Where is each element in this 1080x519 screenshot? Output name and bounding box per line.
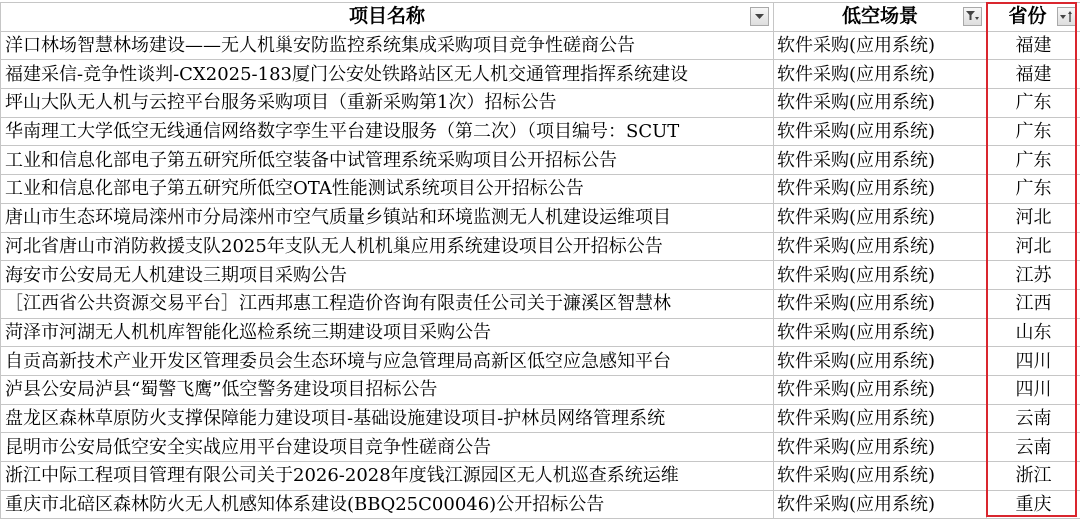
cell-project-name[interactable]: 唐山市生态环境局滦州市分局滦州市空气质量乡镇站和环境监测无人机建设运维项目	[1, 203, 774, 232]
cell-scene[interactable]: 软件采购(应用系统)	[774, 60, 987, 89]
cell-project-name[interactable]: 华南理工大学低空无线通信网络数字孪生平台建设服务（第二次）（项目编号：SCUT	[1, 117, 774, 146]
table-row	[1, 117, 1080, 146]
cell-project-name[interactable]: 海安市公安局无人机建设三期项目采购公告	[1, 261, 774, 290]
cell-scene[interactable]: 软件采购(应用系统)	[774, 404, 987, 433]
cell-project-name[interactable]: ［江西省公共资源交易平台］江西邦惠工程造价咨询有限责任公司关于濂溪区智慧林	[1, 289, 774, 318]
cell-province[interactable]: 福建	[987, 31, 1080, 60]
cell-project-name[interactable]: 福建采信-竞争性谈判-CX2025-183厦门公安处铁路站区无人机交通管理指挥系统建设	[1, 60, 774, 89]
cell-project-name[interactable]: 泸县公安局泸县“蜀警飞鹰”低空警务建设项目招标公告	[1, 375, 774, 404]
cell-province[interactable]: 江西	[987, 289, 1080, 318]
cell-province[interactable]: 河北	[987, 203, 1080, 232]
dropdown-arrow-icon	[755, 14, 764, 20]
cell-project-name[interactable]: 自贡高新技术产业开发区管理委员会生态环境与应急管理局高新区低空应急感知平台	[1, 347, 774, 376]
table-row	[1, 175, 1080, 204]
table-row	[1, 462, 1080, 491]
filter-active-button-scene[interactable]	[963, 7, 982, 26]
cell-scene[interactable]: 软件采购(应用系统)	[774, 175, 987, 204]
table-row	[1, 31, 1080, 60]
table-row	[1, 289, 1080, 318]
cell-province[interactable]: 广东	[987, 175, 1080, 204]
header-row	[1, 3, 1080, 32]
cell-scene[interactable]: 软件采购(应用系统)	[774, 146, 987, 175]
sort-ascending-icon	[1060, 11, 1073, 23]
filter-funnel-icon	[966, 11, 979, 22]
cell-province[interactable]: 广东	[987, 89, 1080, 118]
cell-scene[interactable]: 软件采购(应用系统)	[774, 347, 987, 376]
cell-province[interactable]: 重庆	[987, 490, 1080, 519]
cell-province[interactable]: 广东	[987, 146, 1080, 175]
table-row	[1, 60, 1080, 89]
table-row	[1, 89, 1080, 118]
cell-scene[interactable]: 软件采购(应用系统)	[774, 232, 987, 261]
cell-scene[interactable]: 软件采购(应用系统)	[774, 318, 987, 347]
table-row	[1, 146, 1080, 175]
table-row	[1, 261, 1080, 290]
table-row	[1, 433, 1080, 462]
filter-dropdown-button-project-name[interactable]	[750, 7, 769, 26]
table-row	[1, 203, 1080, 232]
header-province-label: 省份	[1008, 5, 1047, 28]
cell-province[interactable]: 云南	[987, 404, 1080, 433]
table-row	[1, 404, 1080, 433]
cell-scene[interactable]: 软件采购(应用系统)	[774, 462, 987, 491]
cell-scene[interactable]: 软件采购(应用系统)	[774, 375, 987, 404]
cell-project-name[interactable]: 盘龙区森林草原防火支撑保障能力建设项目-基础设施建设项目-护林员网络管理系统	[1, 404, 774, 433]
cell-province[interactable]: 广东	[987, 117, 1080, 146]
cell-project-name[interactable]: 昆明市公安局低空安全实战应用平台建设项目竞争性磋商公告	[1, 433, 774, 462]
cell-province[interactable]: 山东	[987, 318, 1080, 347]
cell-project-name[interactable]: 坪山大队无人机与云控平台服务采购项目（重新采购第1次）招标公告	[1, 89, 774, 118]
table-row	[1, 490, 1080, 519]
cell-scene[interactable]: 软件采购(应用系统)	[774, 117, 987, 146]
cell-province[interactable]: 四川	[987, 347, 1080, 376]
cell-province[interactable]: 浙江	[987, 462, 1080, 491]
cell-province[interactable]: 四川	[987, 375, 1080, 404]
cell-scene[interactable]: 软件采购(应用系统)	[774, 203, 987, 232]
table-row	[1, 318, 1080, 347]
table-row	[1, 347, 1080, 376]
header-project-name[interactable]	[1, 3, 774, 32]
sort-button-province[interactable]	[1057, 7, 1076, 26]
cell-scene[interactable]: 软件采购(应用系统)	[774, 490, 987, 519]
table-row	[1, 375, 1080, 404]
cell-project-name[interactable]: 河北省唐山市消防救援支队2025年支队无人机机巢应用系统建设项目公开招标公告	[1, 232, 774, 261]
header-scene[interactable]	[774, 3, 987, 32]
cell-scene[interactable]: 软件采购(应用系统)	[774, 433, 987, 462]
cell-project-name[interactable]: 工业和信息化部电子第五研究所低空OTA性能测试系统项目公开招标公告	[1, 175, 774, 204]
cell-scene[interactable]: 软件采购(应用系统)	[774, 89, 987, 118]
procurement-table	[0, 2, 1080, 519]
cell-scene[interactable]: 软件采购(应用系统)	[774, 261, 987, 290]
header-scene-label: 低空场景	[841, 5, 918, 28]
cell-province[interactable]: 云南	[987, 433, 1080, 462]
cell-project-name[interactable]: 浙江中际工程项目管理有限公司关于2026-2028年度钱江源园区无人机巡查系统运维	[1, 462, 774, 491]
header-province[interactable]	[987, 3, 1080, 32]
cell-project-name[interactable]: 重庆市北碚区森林防火无人机感知体系建设(BBQ25C00046)公开招标公告	[1, 490, 774, 519]
table-row	[1, 232, 1080, 261]
header-project-name-label: 项目名称	[348, 5, 425, 28]
cell-province[interactable]: 江苏	[987, 261, 1080, 290]
cell-project-name[interactable]: 菏泽市河湖无人机机库智能化巡检系统三期建设项目采购公告	[1, 318, 774, 347]
cell-province[interactable]: 河北	[987, 232, 1080, 261]
cell-project-name[interactable]: 工业和信息化部电子第五研究所低空装备中试管理系统采购项目公开招标公告	[1, 146, 774, 175]
cell-scene[interactable]: 软件采购(应用系统)	[774, 289, 987, 318]
cell-province[interactable]: 福建	[987, 60, 1080, 89]
cell-project-name[interactable]: 洋口林场智慧林场建设——无人机巢安防监控系统集成采购项目竞争性磋商公告	[1, 31, 774, 60]
cell-scene[interactable]: 软件采购(应用系统)	[774, 31, 987, 60]
